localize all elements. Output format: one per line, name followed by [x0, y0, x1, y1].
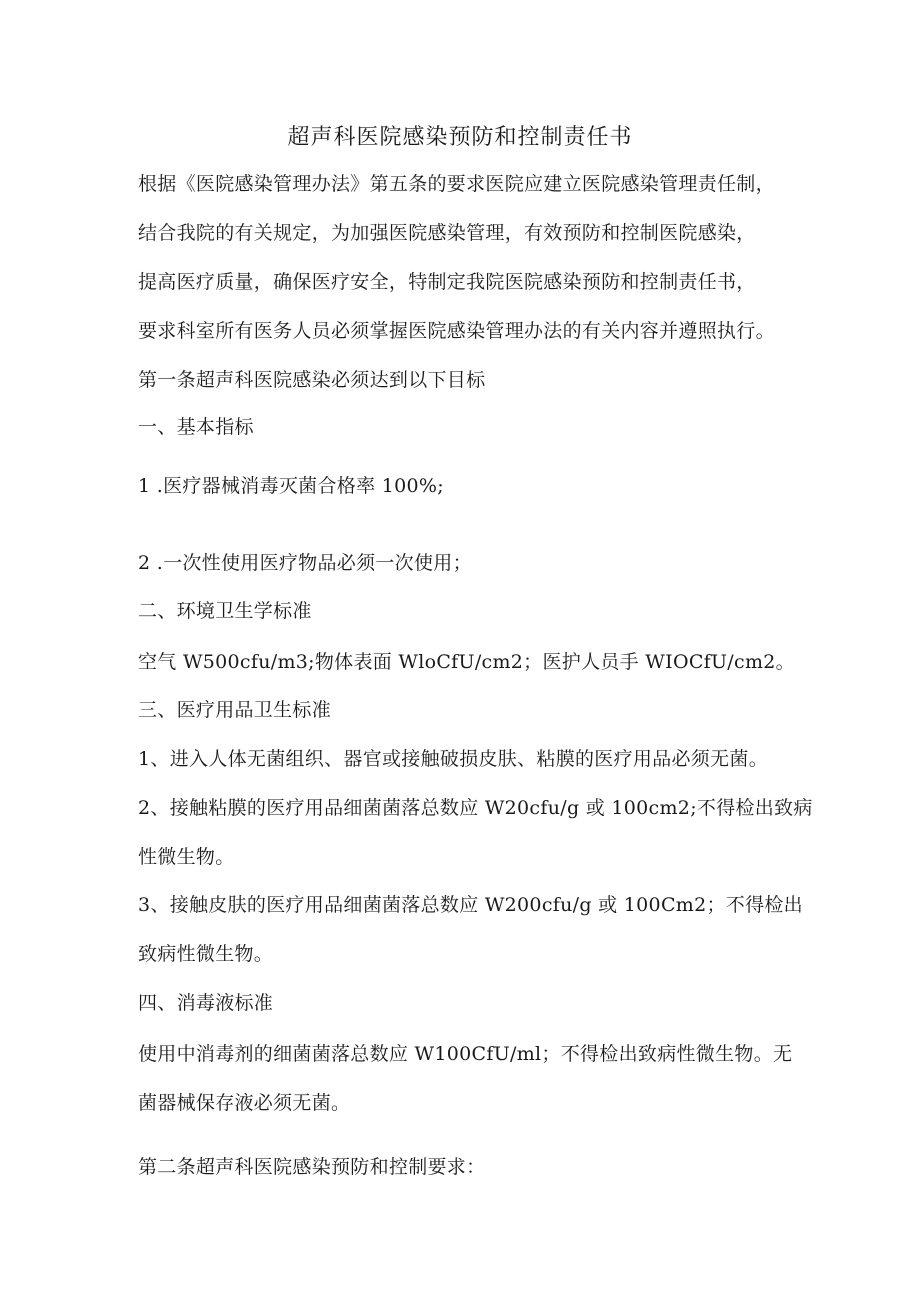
section-3-item-3-line-1: 3、接触皮肤的医疗用品细菌菌落总数应 W200cfu∕g 或 100Cm2；不得检出 — [138, 894, 803, 916]
intro-line-3: 提高医疗质量，确保医疗安全，特制定我院医院感染预防和控制责任书， — [138, 271, 756, 293]
section-1-item-2: 2 .一次性使用医疗物品必须一次使用； — [138, 552, 472, 574]
section-1-item-1: 1 .医疗器械消毒灭菌合格率 100%; — [138, 475, 444, 497]
intro-line-1: 根据《医院感染管理办法》第五条的要求医院应建立医院感染管理责任制， — [138, 173, 775, 195]
section-3-item-1: 1、进入人体无菌组织、器官或接触破损皮肤、粘膜的医疗用品必须无菌。 — [138, 748, 768, 770]
intro-line-2: 结合我院的有关规定，为加强医院感染管理，有效预防和控制医院感染， — [138, 222, 756, 244]
section-4-heading: 四、消毒液标准 — [138, 992, 274, 1014]
section-4-line-1: 使用中消毒剂的细菌菌落总数应 W100CfU/ml；不得检出致病性微生物。无 — [138, 1043, 793, 1065]
section-1-heading: 一、基本指标 — [138, 416, 254, 438]
section-4-line-2: 菌器械保存液必须无菌。 — [138, 1092, 351, 1114]
section-3-item-3-line-2: 致病性微生物。 — [138, 943, 274, 965]
section-3-item-2-line-1: 2、接触粘膜的医疗用品细菌菌落总数应 W20cfu∕g 或 100cm2;不得检出致病 — [138, 797, 813, 819]
section-3-item-2-line-2: 性微生物。 — [138, 846, 235, 868]
intro-line-4: 要求科室所有医务人员必须掌握医院感染管理办法的有关内容并遵照执行。 — [138, 320, 775, 342]
section-3-heading: 三、医疗用品卫生标准 — [138, 699, 332, 721]
article-1-heading: 第一条超声科医院感染必须达到以下目标 — [138, 369, 486, 391]
document-title: 超声科医院感染预防和控制责任书 — [287, 125, 633, 150]
section-2-heading: 二、环境卫生学标准 — [138, 600, 312, 622]
section-2-text: 空气 W500cfu∕m3;物体表面 WloCfU/cm2；医护人员手 WIOCfU/cm2。 — [138, 651, 795, 673]
article-2-heading: 第二条超声科医院感染预防和控制要求： — [138, 1156, 486, 1178]
